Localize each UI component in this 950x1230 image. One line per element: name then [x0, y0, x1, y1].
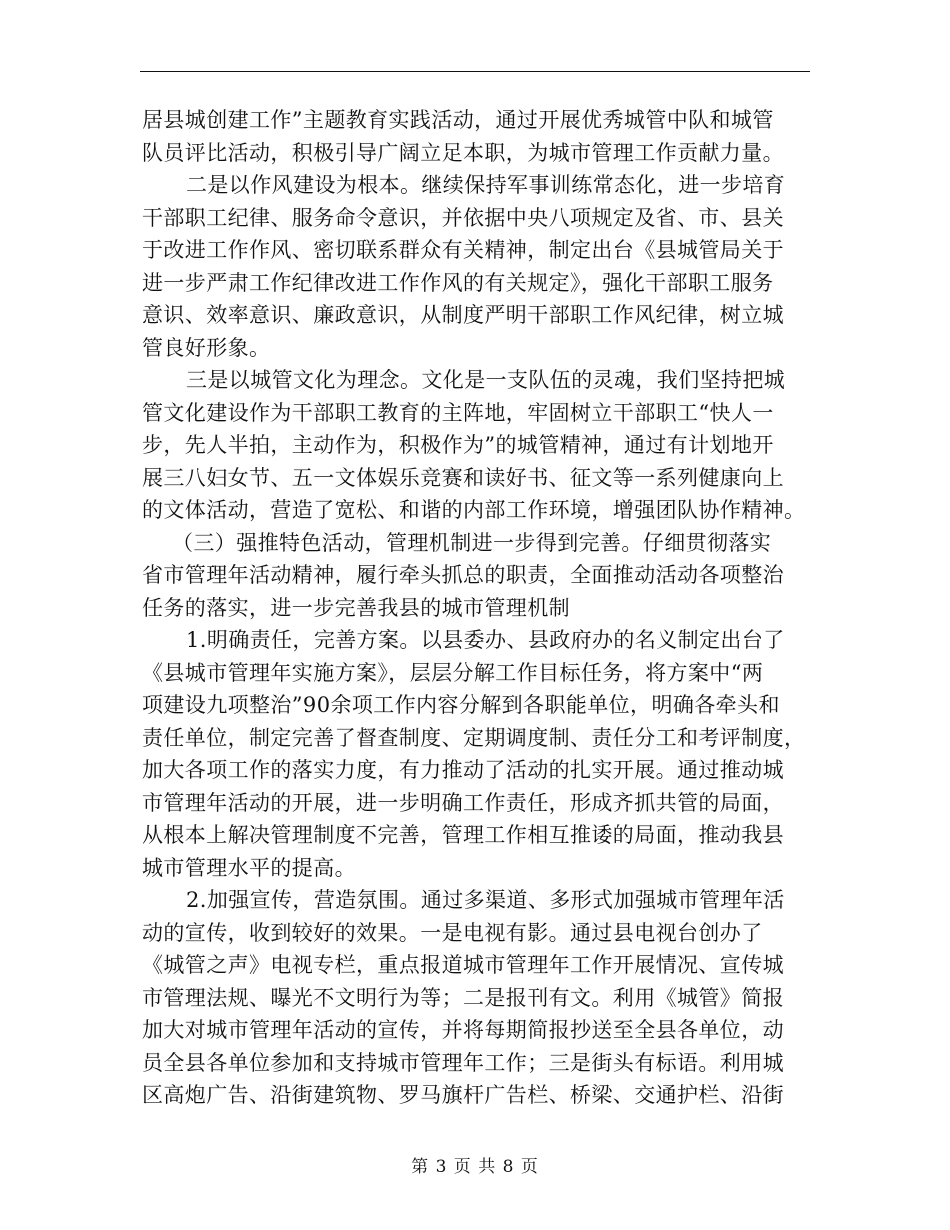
text-line: 于改进工作作风、密切联系群众有关精神，制定出台《县城管局关于: [142, 238, 784, 262]
text-line: 展三八妇女节、五一文体娱乐竞赛和读好书、征文等一系列健康向上: [142, 465, 784, 490]
text-line: 员全县各单位参加和支持城市管理年工作；三是街头有标语。利用城: [142, 1050, 784, 1075]
body-text: [142, 104, 814, 1112]
text-line: 加大各项工作的落实力度，有力推动了活动的扎实开展。通过推动城: [142, 758, 784, 782]
text-line: 任务的落实，进一步完善我县的城市管理机制: [142, 595, 570, 620]
numbered-item-start: 1.明确责任，完善方案。以县委办、县政府办的名义制定出台了: [186, 628, 785, 652]
text-line: 的文体活动，营造了宽松、和谐的内部工作环境，增强团队协作精神。: [142, 498, 806, 522]
text-line: 意识、效率意识、廉政意识，从制度严明干部职工作风纪律，树立城: [142, 303, 784, 327]
text-line: 项建设九项整治”90余项工作内容分解到各职能单位，明确各牵头和: [142, 693, 780, 717]
text-line: 干部职工纪律、服务命令意识，并依据中央八项规定及省、市、县关: [142, 205, 784, 230]
numbered-item-start: 2.加强宣传，营造氛围。通过多渠道、多形式加强城市管理年活: [186, 888, 785, 912]
text-line: 《城管之声》电视专栏，重点报道城市管理年工作开展情况、宣传城: [142, 953, 784, 977]
text-line: 区高炮广告、沿街建筑物、罗马旗杆广告栏、桥梁、交通护栏、沿街: [142, 1083, 784, 1107]
text-line: 市管理年活动的开展，进一步明确工作责任，形成齐抓共管的局面，: [142, 790, 784, 815]
text-line: 管良好形象。: [142, 335, 271, 360]
page-number-footer: 第 3 页 共 8 页: [411, 1157, 539, 1177]
text-line: 省市管理年活动精神，履行牵头抓总的职责，全面推动活动各项整治: [142, 563, 784, 587]
text-line: 市管理法规、曝光不文明行为等；二是报刊有文。利用《城管》简报: [142, 985, 784, 1010]
text-line: 居县城创建工作”主题教育实践活动，通过开展优秀城管中队和城管: [142, 108, 774, 132]
section-heading-line: （三）强推特色活动，管理机制进一步得到完善。仔细贯彻落实: [172, 530, 772, 555]
text-line: 步，先人半拍，主动作为，积极作为”的城管精神，通过有计划地开: [142, 433, 774, 457]
text-line: 动的宣传，收到较好的效果。一是电视有影。通过县电视台创办了: [142, 920, 763, 945]
text-line: 城市管理水平的提高。: [142, 855, 356, 880]
text-line: 从根本上解决管理制度不完善，管理工作相互推诿的局面，推动我县: [142, 823, 784, 847]
text-line: 责任单位，制定完善了督查制度、定期调度制、责任分工和考评制度，: [142, 725, 806, 750]
text-line: 《县城市管理年实施方案》，层层分解工作目标任务，将方案中“两: [142, 660, 764, 685]
text-line: 管文化建设作为干部职工教育的主阵地，牢固树立干部职工“快人一: [142, 400, 774, 425]
text-line: 队员评比活动，积极引导广阔立足本职，为城市管理工作贡献力量。: [142, 140, 784, 165]
text-line: 进一步严肃工作纪律改进工作作风的有关规定》，强化干部职工服务: [142, 270, 774, 295]
paragraph-start: 三是以城管文化为理念。文化是一支队伍的灵魂，我们坚持把城: [186, 368, 786, 392]
text-line: 加大对城市管理年活动的宣传，并将每期简报抄送至全县各单位，动: [142, 1018, 784, 1042]
paragraph-start: 二是以作风建设为根本。继续保持军事训练常态化，进一步培育: [186, 173, 786, 197]
header-rule: [140, 71, 810, 72]
